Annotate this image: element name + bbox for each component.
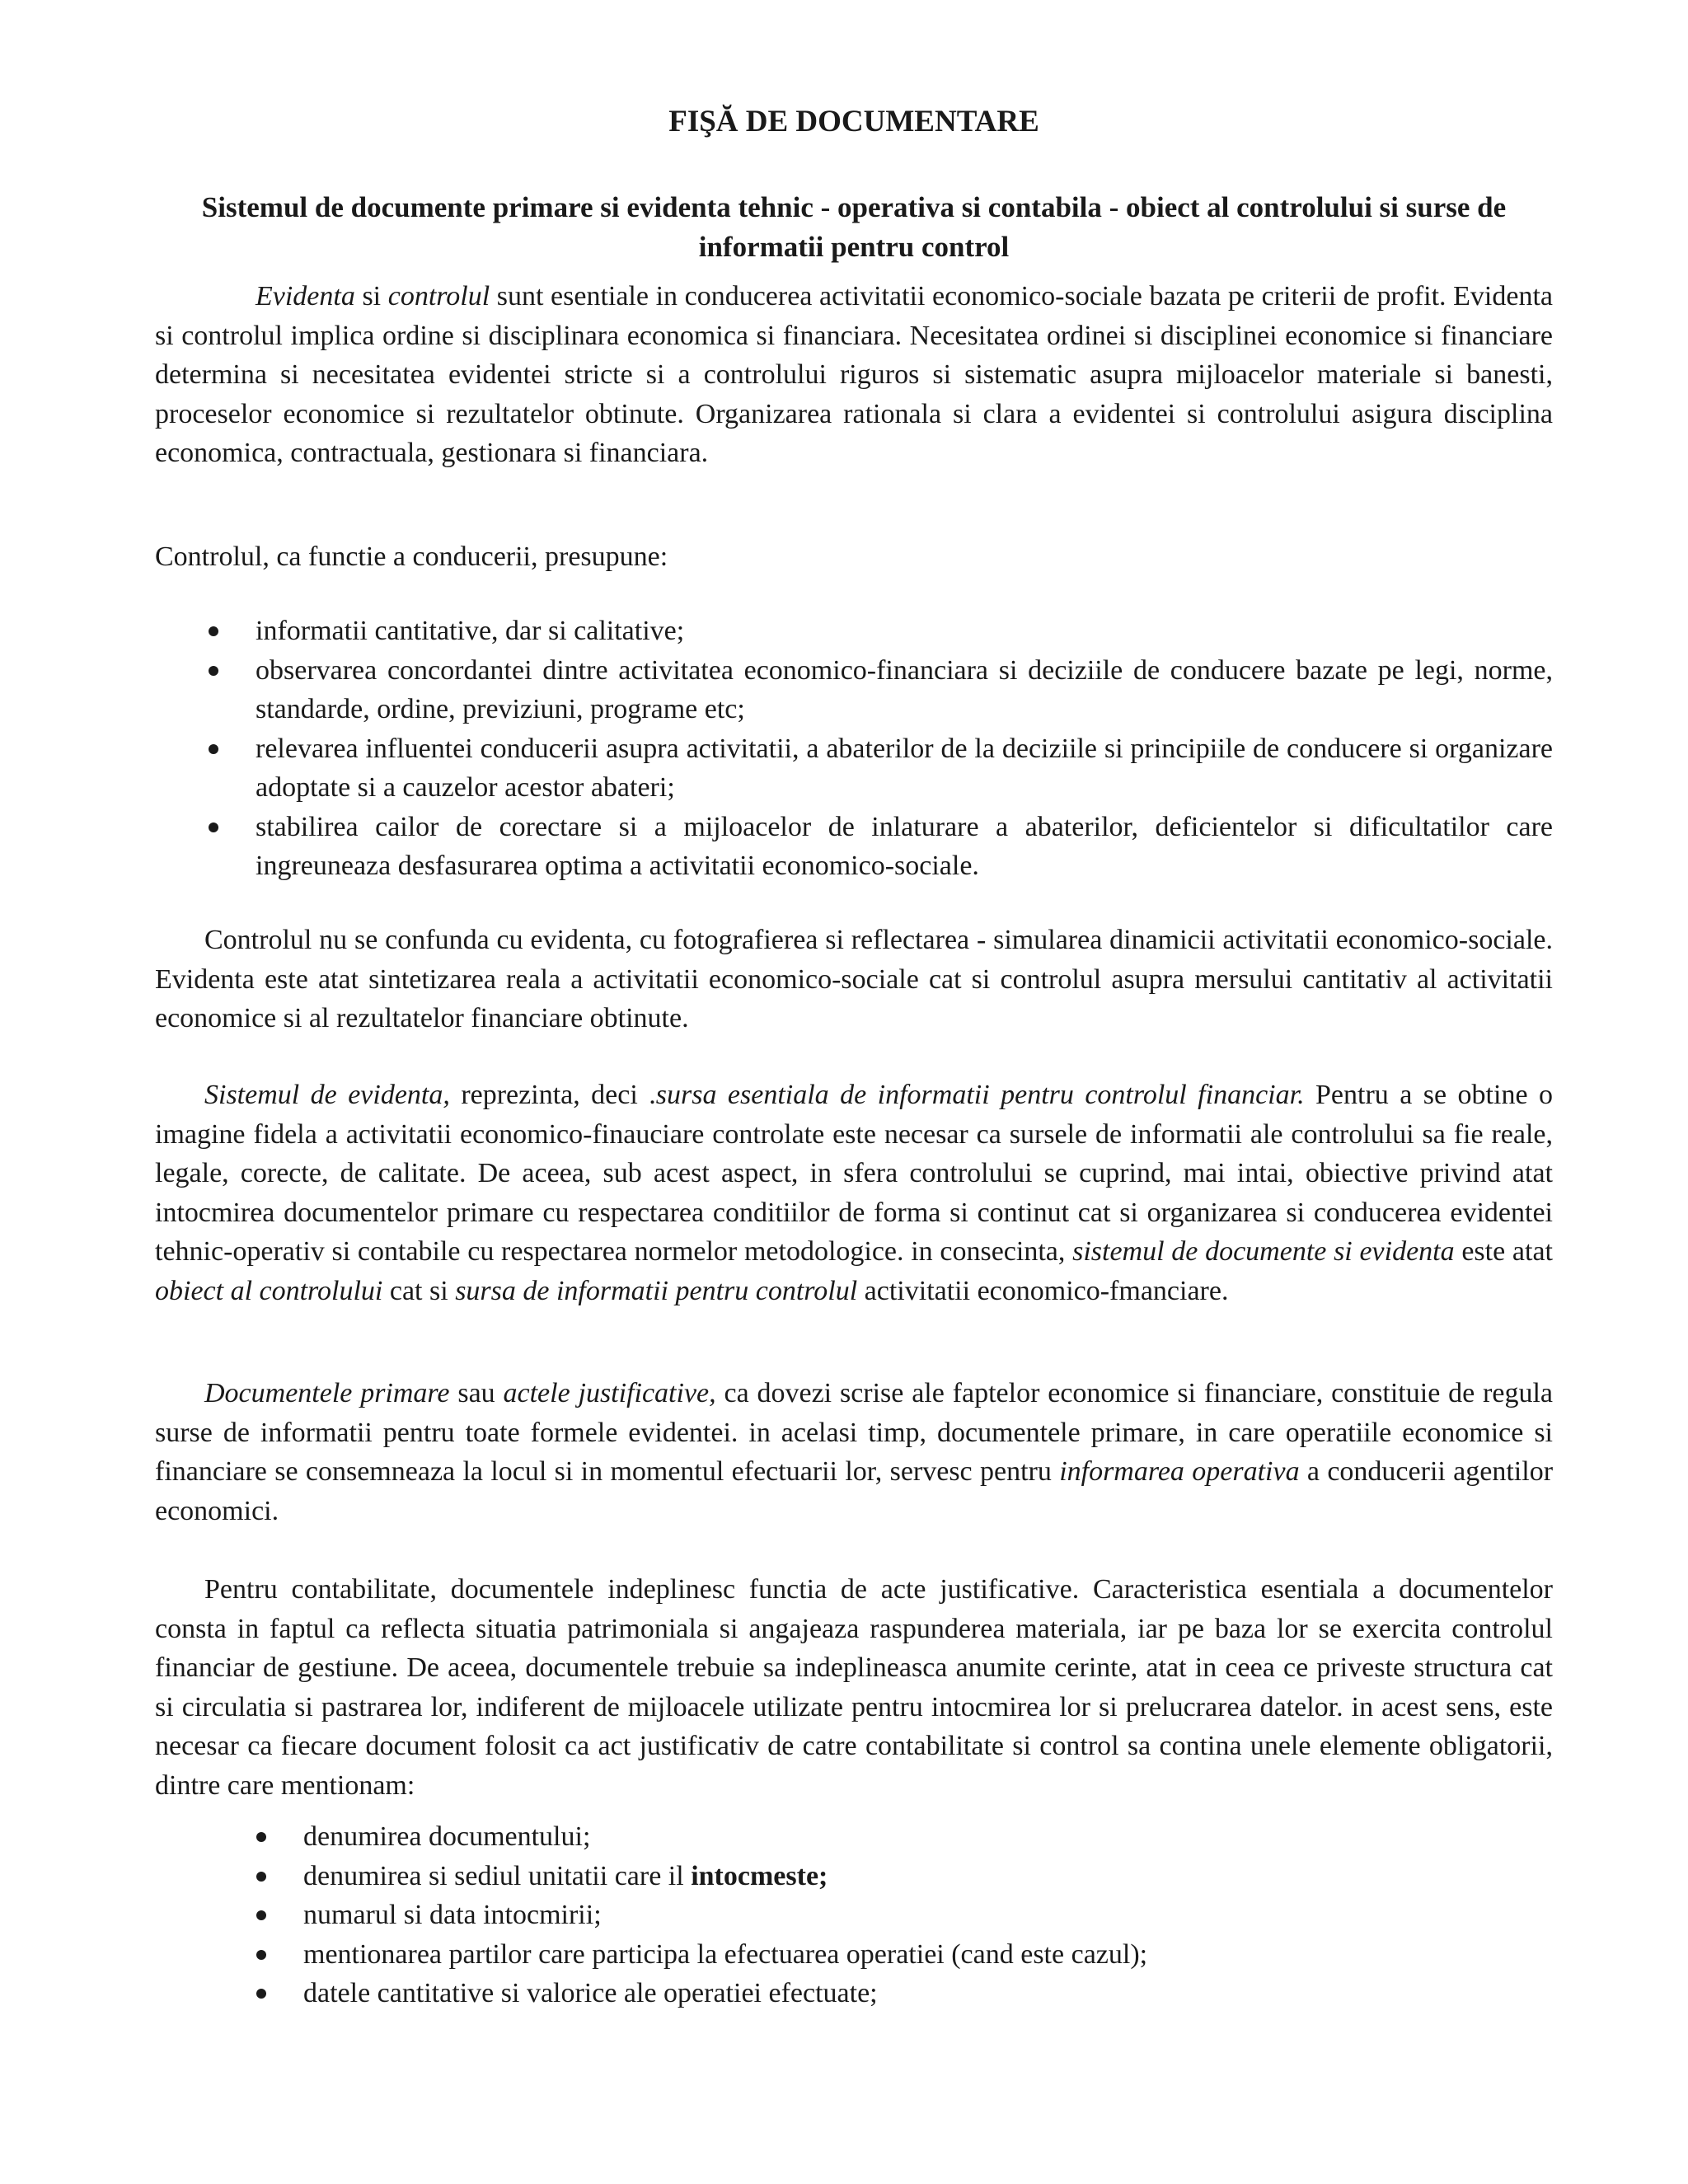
text-span: este atat [1454, 1236, 1553, 1267]
list-item-text: denumirea documentului; [303, 1821, 591, 1852]
control-requirements-list [256, 612, 1553, 886]
bullet-icon [256, 1989, 266, 1999]
text-span: ca dovezi scrise ale faptelor economice si financiare, constituie de regula surse de informatii pentru toate formele evidentei. in acelasi timp, documentele primare, in care operatiile economice si financiare se consemneaza la locul si in momentul efectuarii lor, servesc pentru [155, 1378, 1553, 1487]
mandatory-elements-list [303, 1817, 1553, 2013]
bullet-icon [256, 1910, 266, 1920]
bullet-icon [209, 823, 218, 832]
list-item-text: mentionarea partilor care participa la efectuarea operatiei (cand este cazul); [303, 1938, 1148, 1970]
italic-term: sursa esentiala de informatii pentru controlul financiar. [655, 1080, 1305, 1110]
bullet-icon [256, 1950, 266, 1960]
italic-term: Sistemul de evidenta, [204, 1080, 450, 1110]
text-span: activitatii economico-fmanciare. [857, 1275, 1229, 1306]
italic-term: sursa de informatii pentru controlul [455, 1275, 858, 1306]
list-item [303, 1817, 1553, 1857]
list-item-text: numarul si data intocmirii; [303, 1900, 602, 1930]
list-item-text: relevarea influentei conducerii asupra activitatii, a abaterilor de la deciziile si principiile de conducere si organizare adoptate si a cauzelor acestor abateri; [256, 733, 1553, 803]
bullet-icon [256, 1872, 266, 1882]
bullet-icon [209, 744, 218, 754]
text-span: Pentru a se obtine o imagine fidela a activitatii economico-finauciare controlate este necesar ca sursele de informatii ale controlului sa fie reale, legale, corecte, de calitate. De aceea, sub acest aspect, in sfera controlului se cuprind, mai intai, obiective privind atat intocmirea documentelor primare cu respectarea conditiilor de forma si continut cat si organizarea si conducerea evidentei tehnic-operativ si contabile cu respectarea normelor metodologice. in consecinta, [155, 1080, 1553, 1267]
italic-term: Documentele primare [204, 1378, 450, 1408]
bold-term: intocmeste; [691, 1860, 828, 1891]
list-item-text: informatii cantitative, dar si calitative; [256, 616, 685, 646]
bullet-icon [209, 666, 218, 676]
bullet-icon [256, 1832, 266, 1842]
list-item [256, 808, 1553, 886]
list-item-text: stabilirea cailor de corectare si a mijloacelor de inlaturare a abaterilor, deficientelor si dificultatilor care ingreuneaza desfasurarea optima a activitatii economico-sociale. [256, 811, 1553, 881]
text-span: sunt esentiale in conducerea activitatii economico-sociale bazata pe criterii de profit. Evidenta si controlul implica ordine si disciplinara economica si financiara. Necesitatea ordinei si disciplinei economice si financiare determina si necesitatea evidentei stricte si a controlului riguros si sistematic asupra mijloacelor materiale si banesti, proceselor economice si rezultatelor obtinute. Organizarea rationala si clara a evidentei si controlului asigura disciplina economica, contractuala, gestionara si financiara. [155, 281, 1553, 468]
italic-term: sistemul de documente si evidenta [1072, 1236, 1455, 1267]
text-span: sau [449, 1378, 504, 1408]
text-span: a conducerii agentilor economici. [155, 1456, 1554, 1526]
list-item [256, 651, 1553, 729]
italic-term: obiect al controlului [155, 1275, 383, 1306]
italic-term: Evidenta [256, 281, 355, 312]
list-item [303, 1857, 1553, 1896]
text-span: reprezinta, deci . [449, 1080, 656, 1110]
list-item [303, 1896, 1553, 1935]
paragraph-pentru-contabilitate: Pentru contabilitate, documentele indeplinesc functia de acte justificative. Caracteristica esentiala a documentelor consta in faptul ca reflecta situatia patrimoniala si angajeaza raspunderea materiala, iar pe baza lor se exercita controlul financiar de gestiune. De aceea, documentele trebuie sa indeplineasca anumite cerinte, atat in ceea ce priveste structura cat si circulatia si pastrarea lor, indiferent de mijloacele utilizate pentru intocmirea lor si prelucrarea datelor. in acest sens, este necesar ca fiecare document folosit ca act justificativ de catre contabilitate si control sa contina unele elemente obligatorii, dintre care mentionam: [155, 1574, 1553, 1801]
list-item [303, 1974, 1553, 2013]
paragraph-controlul-intro: Controlul, ca functie a conducerii, presupune: [155, 541, 668, 572]
paragraph-evidenta [155, 277, 1553, 473]
italic-term: controlul [387, 281, 490, 312]
paragraph-sistemul-de-evidenta [155, 1076, 1553, 1310]
document-title: FIŞĂ DE DOCUMENTARE [668, 105, 1039, 138]
document-subtitle: Sistemul de documente primare si evidenta tehnic - operativa si contabila - obiect al controlului si surse de informatii pentru control [201, 191, 1507, 263]
italic-term: informarea operativa [1059, 1456, 1300, 1487]
list-item [303, 1935, 1553, 1975]
list-item [256, 612, 1553, 651]
italic-term: actele justificative, [503, 1378, 716, 1408]
list-item-text: datele cantitative si valorice ale operatiei efectuate; [303, 1978, 878, 2008]
list-item [256, 729, 1553, 808]
text-span: si [354, 281, 388, 312]
text-span: cat si [382, 1275, 456, 1306]
paragraph-documentele-primare [155, 1374, 1553, 1530]
list-item-text: observarea concordantei dintre activitatea economico-financiara si deciziile de conducere bazate pe legi, norme, standarde, ordine, previziuni, programe etc; [256, 654, 1553, 724]
bullet-icon [209, 626, 218, 636]
paragraph-control-vs-evidenta: Controlul nu se confunda cu evidenta, cu fotografierea si reflectarea - simularea dinamicii activitatii economico-sociale. Evidenta este atat sintetizarea reala a activitatii economico-sociale cat si controlul asupra mersului cantitativ al activitatii economice si al rezultatelor financiare obtinute. [155, 925, 1553, 1033]
list-item-text: denumirea si sediul unitatii care il [303, 1860, 692, 1891]
